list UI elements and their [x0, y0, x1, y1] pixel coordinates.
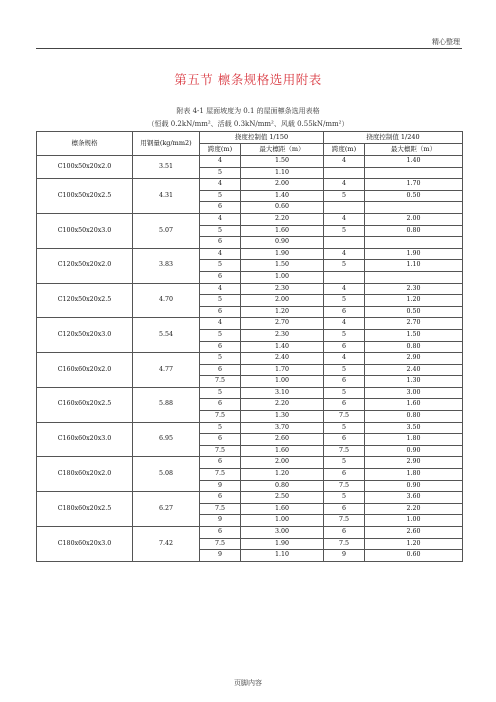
cell-spacing-150: 0.60	[241, 202, 324, 214]
cell-span-150: 5	[200, 167, 241, 179]
page-footer: 页脚内容	[234, 679, 262, 687]
cell-span-150: 6	[200, 237, 241, 249]
cell-spacing-150: 2.60	[241, 434, 324, 446]
cell-spacing-240: 0.50	[365, 190, 463, 202]
cell-span-150: 6	[200, 202, 241, 214]
cell-span-240: 7.5	[324, 515, 365, 527]
cell-span-240: 5	[324, 295, 365, 307]
cell-spacing-240: 0.80	[365, 341, 463, 353]
cell-spacing-150: 3.00	[241, 527, 324, 539]
cell-spacing-240: 0.90	[365, 480, 463, 492]
cell-spacing-240: 2.90	[365, 457, 463, 469]
cell-spacing-240: 2.40	[365, 364, 463, 376]
cell-span-240: 6	[324, 469, 365, 481]
cell-spacing-150: 0.90	[241, 237, 324, 249]
cell-span-240: 5	[324, 190, 365, 202]
cell-spacing-150: 1.60	[241, 445, 324, 457]
cell-span-240: 6	[324, 341, 365, 353]
table-row	[37, 248, 463, 260]
cell-steel: 5.08	[133, 457, 200, 492]
cell-span-240: 6	[324, 434, 365, 446]
cell-spacing-240: 3.60	[365, 492, 463, 504]
cell-spacing-240	[365, 237, 463, 249]
cell-spacing-150: 2.00	[241, 295, 324, 307]
cell-span-240: 4	[324, 156, 365, 168]
cell-span-150: 5	[200, 353, 241, 365]
cell-steel: 4.31	[133, 179, 200, 214]
cell-span-240: 4	[324, 283, 365, 295]
cell-steel: 5.07	[133, 213, 200, 248]
cell-spacing-240: 0.90	[365, 445, 463, 457]
cell-spec: C160x60x20x2.5	[37, 387, 133, 422]
header-steel: 用钢量(kg/mm2)	[133, 132, 200, 156]
cell-span-150: 6	[200, 434, 241, 446]
cell-span-150: 7.5	[200, 411, 241, 423]
cell-spacing-150: 1.50	[241, 156, 324, 168]
table-row	[37, 387, 463, 399]
cell-spec: C160x60x20x3.0	[37, 422, 133, 457]
cell-steel: 4.77	[133, 353, 200, 388]
cell-spacing-150: 3.10	[241, 387, 324, 399]
cell-spacing-240: 1.30	[365, 376, 463, 388]
cell-spacing-150: 1.20	[241, 469, 324, 481]
cell-spec: C180x60x20x2.0	[37, 457, 133, 492]
cell-span-150: 4	[200, 156, 241, 168]
cell-spacing-240: 2.70	[365, 318, 463, 330]
section-title: 第五节 檩条规格选用附表	[174, 72, 322, 87]
cell-spacing-240: 1.90	[365, 248, 463, 260]
cell-spacing-150: 2.30	[241, 283, 324, 295]
cell-spacing-240: 0.80	[365, 411, 463, 423]
cell-span-150: 7.5	[200, 376, 241, 388]
cell-span-150: 6	[200, 271, 241, 283]
cell-span-240: 6	[324, 306, 365, 318]
cell-spacing-240: 1.10	[365, 260, 463, 272]
table-row	[37, 156, 463, 168]
cell-spacing-150: 1.70	[241, 364, 324, 376]
table-row	[37, 422, 463, 434]
table-body	[37, 156, 463, 562]
cell-spacing-240: 1.80	[365, 469, 463, 481]
cell-spacing-150: 1.10	[241, 167, 324, 179]
cell-spacing-240: 1.50	[365, 329, 463, 341]
cell-span-150: 5	[200, 329, 241, 341]
cell-spec: C100x50x20x2.0	[37, 156, 133, 179]
cell-span-240: 5	[324, 364, 365, 376]
cell-spacing-240: 2.30	[365, 283, 463, 295]
cell-spacing-150: 1.50	[241, 260, 324, 272]
cell-spacing-150: 2.50	[241, 492, 324, 504]
cell-span-150: 5	[200, 260, 241, 272]
cell-spacing-240: 1.40	[365, 156, 463, 168]
cell-span-240: 4	[324, 318, 365, 330]
cell-spacing-240	[365, 271, 463, 283]
cell-spacing-150: 1.20	[241, 306, 324, 318]
cell-span-240: 6	[324, 399, 365, 411]
cell-spacing-240: 3.00	[365, 387, 463, 399]
cell-span-150: 6	[200, 527, 241, 539]
cell-spacing-240: 2.60	[365, 527, 463, 539]
cell-spec: C180x60x20x3.0	[37, 527, 133, 562]
cell-spacing-240: 1.80	[365, 434, 463, 446]
cell-span-240: 6	[324, 503, 365, 515]
cell-steel: 3.83	[133, 248, 200, 283]
cell-spacing-150: 1.00	[241, 515, 324, 527]
cell-steel: 3.51	[133, 156, 200, 179]
cell-span-240: 7.5	[324, 411, 365, 423]
cell-span-240: 5	[324, 329, 365, 341]
cell-span-240: 7.5	[324, 480, 365, 492]
cell-spacing-240: 0.80	[365, 225, 463, 237]
cell-spacing-240: 1.00	[365, 515, 463, 527]
table-row	[37, 283, 463, 295]
table-row	[37, 527, 463, 539]
cell-spacing-150: 3.70	[241, 422, 324, 434]
header-spec: 檩条规格	[37, 132, 133, 156]
header-group-1-240: 挠度控制值 1/240	[324, 132, 463, 144]
cell-span-150: 6	[200, 457, 241, 469]
table-row	[37, 492, 463, 504]
cell-spacing-240: 1.70	[365, 179, 463, 191]
page-header-text: 精心整理	[432, 38, 460, 46]
cell-spacing-240	[365, 202, 463, 214]
cell-span-150: 5	[200, 190, 241, 202]
cell-spec: C120x50x20x2.0	[37, 248, 133, 283]
cell-steel: 7.42	[133, 527, 200, 562]
cell-span-240: 4	[324, 248, 365, 260]
cell-spacing-150: 1.30	[241, 411, 324, 423]
cell-spec: C120x50x20x3.0	[37, 318, 133, 353]
cell-span-240: 4	[324, 353, 365, 365]
cell-span-240	[324, 237, 365, 249]
cell-span-150: 4	[200, 283, 241, 295]
table-row	[37, 213, 463, 225]
header-spacing-1: 最大檩距（m）	[241, 144, 324, 156]
header-group-1-150: 挠度控制值 1/150	[200, 132, 324, 144]
cell-span-240: 7.5	[324, 445, 365, 457]
cell-spacing-150: 1.00	[241, 376, 324, 388]
cell-spacing-150: 1.60	[241, 225, 324, 237]
table-row	[37, 353, 463, 365]
cell-span-240: 5	[324, 457, 365, 469]
cell-span-240: 4	[324, 179, 365, 191]
cell-span-150: 4	[200, 318, 241, 330]
cell-spacing-150: 1.40	[241, 190, 324, 202]
cell-span-150: 9	[200, 515, 241, 527]
cell-steel: 5.54	[133, 318, 200, 353]
table-row	[37, 318, 463, 330]
cell-spacing-150: 2.70	[241, 318, 324, 330]
cell-span-150: 5	[200, 225, 241, 237]
cell-spacing-240: 0.60	[365, 550, 463, 562]
cell-spacing-240: 0.50	[365, 306, 463, 318]
header-span-2: 跨度(m)	[324, 144, 365, 156]
table-row	[37, 457, 463, 469]
cell-spacing-240: 1.20	[365, 295, 463, 307]
cell-spacing-240: 3.50	[365, 422, 463, 434]
cell-span-240: 4	[324, 213, 365, 225]
cell-span-150: 6	[200, 399, 241, 411]
purlin-selection-table	[36, 131, 463, 562]
header-spacing-2: 最大檩距（m）	[365, 144, 463, 156]
cell-span-150: 5	[200, 295, 241, 307]
cell-spacing-240: 2.00	[365, 213, 463, 225]
header-divider	[36, 48, 462, 49]
cell-steel: 5.88	[133, 387, 200, 422]
cell-span-240: 5	[324, 260, 365, 272]
cell-span-240: 5	[324, 422, 365, 434]
cell-spacing-150: 0.80	[241, 480, 324, 492]
cell-span-150: 4	[200, 213, 241, 225]
cell-spacing-240: 1.60	[365, 399, 463, 411]
cell-span-150: 7.5	[200, 469, 241, 481]
cell-span-150: 6	[200, 306, 241, 318]
cell-span-150: 7.5	[200, 445, 241, 457]
cell-spacing-150: 1.40	[241, 341, 324, 353]
cell-spacing-150: 1.10	[241, 550, 324, 562]
cell-span-240: 5	[324, 225, 365, 237]
cell-span-150: 6	[200, 364, 241, 376]
table-row	[37, 179, 463, 191]
cell-spec: C180x60x20x2.5	[37, 492, 133, 527]
cell-steel: 6.27	[133, 492, 200, 527]
cell-span-150: 7.5	[200, 538, 241, 550]
table-caption: 附表 4-1 屋面坡度为 0.1 的屋面檩条选用表格	[176, 107, 320, 115]
cell-spec: C100x50x20x2.5	[37, 179, 133, 214]
cell-span-150: 6	[200, 341, 241, 353]
cell-span-240	[324, 271, 365, 283]
table-subcaption: （恒载 0.2kN/mm²、活载 0.3kN/mm²、风载 0.55kN/mm²）	[147, 120, 349, 128]
cell-steel: 6.95	[133, 422, 200, 457]
cell-spacing-150: 2.40	[241, 353, 324, 365]
cell-span-150: 9	[200, 480, 241, 492]
cell-spacing-150: 2.00	[241, 457, 324, 469]
cell-spacing-240: 2.90	[365, 353, 463, 365]
cell-span-150: 5	[200, 422, 241, 434]
cell-spacing-150: 1.60	[241, 503, 324, 515]
cell-span-240: 5	[324, 387, 365, 399]
cell-spacing-150: 2.20	[241, 399, 324, 411]
cell-spacing-150: 1.00	[241, 271, 324, 283]
cell-span-150: 9	[200, 550, 241, 562]
cell-spacing-240	[365, 167, 463, 179]
cell-spacing-240: 2.20	[365, 503, 463, 515]
cell-span-150: 5	[200, 387, 241, 399]
cell-span-240	[324, 167, 365, 179]
cell-steel: 4.70	[133, 283, 200, 318]
cell-spacing-150: 2.20	[241, 213, 324, 225]
cell-spacing-150: 1.90	[241, 248, 324, 260]
cell-span-240: 9	[324, 550, 365, 562]
cell-spacing-240: 1.20	[365, 538, 463, 550]
cell-spec: C160x60x20x2.0	[37, 353, 133, 388]
cell-spacing-150: 2.30	[241, 329, 324, 341]
cell-span-240: 5	[324, 492, 365, 504]
cell-span-150: 4	[200, 248, 241, 260]
cell-spec: C120x50x20x2.5	[37, 283, 133, 318]
cell-span-150: 4	[200, 179, 241, 191]
cell-span-150: 7.5	[200, 503, 241, 515]
cell-span-240: 6	[324, 376, 365, 388]
cell-spec: C100x50x20x3.0	[37, 213, 133, 248]
cell-span-240: 6	[324, 527, 365, 539]
cell-span-150: 6	[200, 492, 241, 504]
cell-spacing-150: 2.00	[241, 179, 324, 191]
header-span-1: 跨度(m)	[200, 144, 241, 156]
cell-spacing-150: 1.90	[241, 538, 324, 550]
cell-span-240	[324, 202, 365, 214]
cell-span-240: 7.5	[324, 538, 365, 550]
